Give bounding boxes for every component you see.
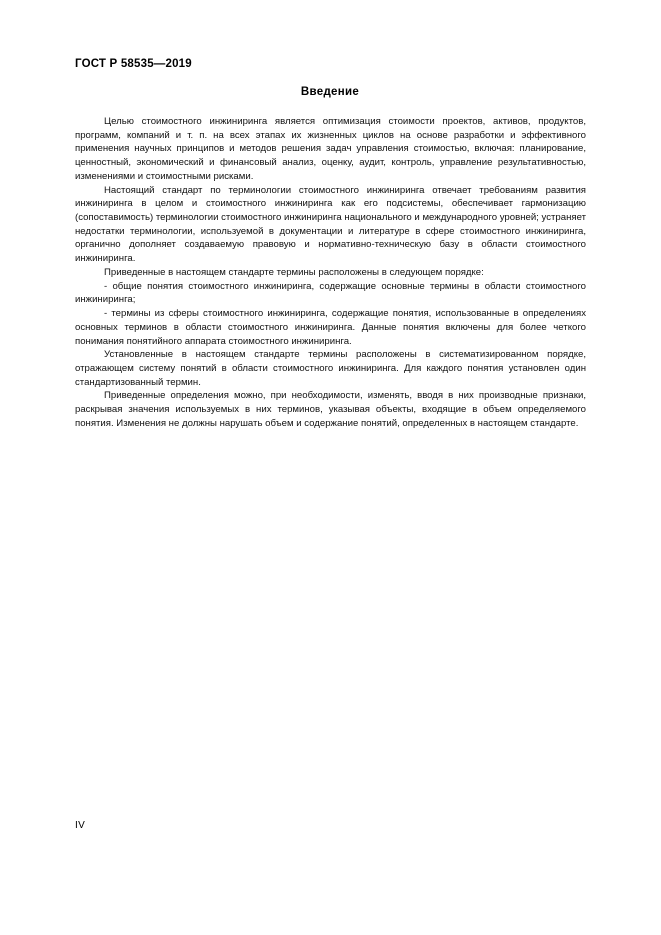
running-head-standard-number: ГОСТ Р 58535—2019: [75, 58, 192, 70]
list-item-general-concepts: - общие понятия стоимостного инжиниринга, содержащие основные термины в области стоимостного инжиниринга;: [75, 280, 586, 306]
body-text-block: [75, 115, 586, 431]
paragraph-p1: Целью стоимостного инжиниринга является оптимизация стоимости проектов, активов, продуктов, программ, компаний и т. п. на всех этапах их жизненных циклов на основе разработки и эффективного применения научных принципов и методов решения задач управления стоимостью, включая: планирование, ценностный, экономический и финансовый анализ, оценку, аудит, контроль, управление результативностью, изменениями и стоимостными рисками.: [75, 116, 586, 182]
page-title: Введение: [300, 86, 360, 98]
page-number: IV: [75, 820, 86, 831]
list-item-sphere-terms: - термины из сферы стоимостного инжиниринга, содержащие понятия, использованные в определениях основных терминов в области стоимостного инжиниринга. Данные понятия включены для более четкого понимания понятийного аппарата стоимостного инжиниринга.: [75, 308, 586, 347]
paragraph-p2: Настоящий стандарт по терминологии стоимостного инжиниринга отвечает требованиям развития инжиниринга в целом и стоимостного инжиниринга как его подсистемы, обеспечивает гармонизацию (сопоставимость) терминологии стоимостного инжиниринга национального и международного уровней; устраняет недостатки терминологии, используемой в документации и литературе в сфере стоимостного инжиниринга, органично дополняет создаваемую правовую и нормативно-техническую базу в области стоимостного инжиниринга.: [75, 184, 586, 265]
paragraph-p3: Приведенные в настоящем стандарте термины расположены в следующем порядке:: [104, 266, 484, 278]
paragraph-p7: Приведенные определения можно, при необходимости, изменять, вводя в них производные признаки, раскрывая значения используемых в них терминов, указывая объекты, входящие в объем определяемого понятия. Изменения не должны нарушать объем и содержание понятий, определенных в настоящем стандарте.: [75, 390, 586, 429]
paragraph-p6: Установленные в настоящем стандарте термины расположены в систематизированном порядке, отражающем систему понятий в области стоимостного инжиниринга. Для каждого понятия установлен один стандартизованный термин.: [75, 349, 586, 388]
